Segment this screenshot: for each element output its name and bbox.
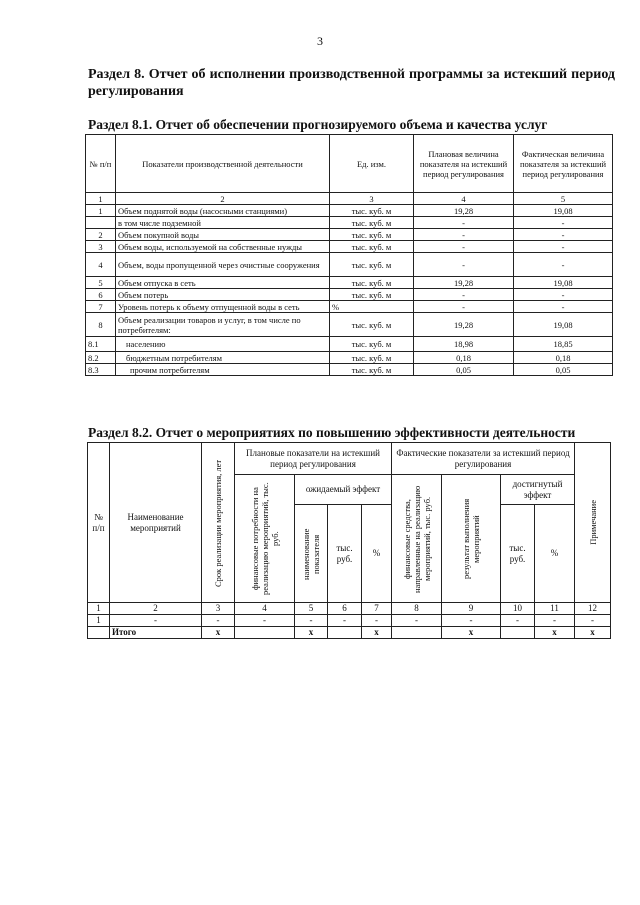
col-number: 8	[392, 603, 442, 615]
cell: -	[295, 615, 328, 627]
table-row	[86, 205, 613, 217]
header-indicator-name: наименование показателя	[301, 527, 321, 580]
row-num: 8.1	[86, 337, 116, 352]
row-unit: тыс. куб. м	[330, 364, 414, 376]
row-name: бюджетным потребителям	[116, 352, 330, 364]
header-expected-effect: ожидаемый эффект	[295, 475, 392, 505]
cell: -	[328, 615, 362, 627]
table-row	[88, 615, 611, 627]
header-note: Примечание	[587, 500, 598, 545]
table-row	[86, 301, 613, 313]
col-number: 3	[202, 603, 235, 615]
col-number: 2	[116, 193, 330, 205]
row-unit: тыс. куб. м	[330, 337, 414, 352]
cell: -	[442, 615, 501, 627]
row-plan: -	[414, 241, 514, 253]
cell: -	[235, 615, 295, 627]
col-number: 4	[414, 193, 514, 205]
row-fact: 19,08	[514, 205, 613, 217]
header-achieved-effect: достигнутый эффект	[501, 475, 575, 505]
row-num: 1	[86, 205, 116, 217]
cell: x	[362, 627, 392, 639]
page-number: 3	[317, 34, 323, 48]
row-name: Объем, воды пропущенной через очистные сооружения	[116, 253, 330, 277]
row-name: Объем воды, используемой на собственные нужды	[116, 241, 330, 253]
section-8-title: Раздел 8. Отчет об исполнении производственной программы за истекший период регулирования	[88, 67, 615, 99]
cell: x	[442, 627, 501, 639]
row-name: Объем потерь	[116, 289, 330, 301]
row-unit: тыс. куб. м	[330, 313, 414, 337]
header-achieved-percent: %	[535, 505, 575, 603]
row-fact: -	[514, 229, 613, 241]
cell: x	[202, 627, 235, 639]
row-name: Объем отпуска в сеть	[116, 277, 330, 289]
row-fact: 19,08	[514, 277, 613, 289]
row-plan: -	[414, 253, 514, 277]
row-num: 4	[86, 253, 116, 277]
col-number: 10	[501, 603, 535, 615]
row-num: 8	[86, 313, 116, 337]
table-row	[86, 229, 613, 241]
row-num: 8.2	[86, 352, 116, 364]
table-row	[86, 289, 613, 301]
cell	[88, 627, 110, 639]
section-8-1-title: Раздел 8.1. Отчет об обеспечении прогнозируемого объема и качества услуг	[88, 117, 548, 132]
row-unit: тыс. куб. м	[330, 253, 414, 277]
row-num	[86, 217, 116, 229]
row-name: Объем поднятой воды (насосными станциями)	[116, 205, 330, 217]
col-number: 4	[235, 603, 295, 615]
header-tys-rub: тыс. руб.	[328, 505, 362, 603]
row-unit: тыс. куб. м	[330, 217, 414, 229]
col-number: 1	[88, 603, 110, 615]
cell: x	[535, 627, 575, 639]
row-plan: 19,28	[414, 205, 514, 217]
row-unit: тыс. куб. м	[330, 277, 414, 289]
col-number: 3	[330, 193, 414, 205]
header-fin-spent: финансовые средства, направленные на реализацию мероприятий, тыс. руб.	[401, 484, 432, 593]
header-result: результат выполнения мероприятий	[461, 498, 481, 579]
header-indicator-name-cell	[295, 505, 328, 603]
cell: 1	[88, 615, 110, 627]
header-achieved-tys-rub: тыс. руб.	[501, 505, 535, 603]
row-fact: 0,05	[514, 364, 613, 376]
cell	[235, 627, 295, 639]
cell: x	[575, 627, 611, 639]
table-row	[86, 352, 613, 364]
col-number: 7	[362, 603, 392, 615]
column-numbers-row	[86, 193, 613, 205]
row-name: Уровень потерь к объему отпущенной воды в сеть	[116, 301, 330, 313]
row-fact: -	[514, 289, 613, 301]
header-result-cell	[442, 475, 501, 603]
cell	[328, 627, 362, 639]
row-plan: 0,18	[414, 352, 514, 364]
table-row	[86, 364, 613, 376]
cell: -	[110, 615, 202, 627]
table-row	[86, 241, 613, 253]
row-name: Объем покупной воды	[116, 229, 330, 241]
cell: -	[362, 615, 392, 627]
header-term-cell	[202, 443, 235, 603]
header-num: № п/п	[88, 443, 110, 603]
row-unit: тыс. куб. м	[330, 205, 414, 217]
row-plan: 19,28	[414, 313, 514, 337]
row-fact: -	[514, 241, 613, 253]
row-unit: тыс. куб. м	[330, 289, 414, 301]
row-fact: -	[514, 301, 613, 313]
cell: -	[501, 615, 535, 627]
row-name: Объем реализации товаров и услуг, в том числе по потребителям:	[116, 313, 330, 337]
cell: -	[202, 615, 235, 627]
cell: -	[535, 615, 575, 627]
col-number: 9	[442, 603, 501, 615]
cell: x	[295, 627, 328, 639]
header-fin-need: финансовые потребности на реализацию мероприятий, тыс. руб.	[249, 482, 280, 595]
header-fin-spent-cell	[392, 475, 442, 603]
col-number: 12	[575, 603, 611, 615]
row-fact: -	[514, 217, 613, 229]
col-number: 5	[514, 193, 613, 205]
row-unit: тыс. куб. м	[330, 229, 414, 241]
row-plan: -	[414, 301, 514, 313]
row-name: в том числе подземной	[116, 217, 330, 229]
row-plan: -	[414, 229, 514, 241]
row-num: 6	[86, 289, 116, 301]
row-plan: -	[414, 217, 514, 229]
cell: -	[575, 615, 611, 627]
row-num: 7	[86, 301, 116, 313]
row-fact: 0,18	[514, 352, 613, 364]
table-section-8-1	[85, 134, 613, 376]
row-plan: 0,05	[414, 364, 514, 376]
cell	[392, 627, 442, 639]
row-name: прочим потребителям	[116, 364, 330, 376]
row-unit: %	[330, 301, 414, 313]
row-plan: -	[414, 289, 514, 301]
row-num: 3	[86, 241, 116, 253]
cell: -	[392, 615, 442, 627]
row-name: населению	[116, 337, 330, 352]
row-num: 2	[86, 229, 116, 241]
header-planned: Плановая величина показателя на истекший период регулирования	[414, 135, 514, 193]
row-fact: 19,08	[514, 313, 613, 337]
table-row	[86, 337, 613, 352]
col-number: 6	[328, 603, 362, 615]
header-percent: %	[362, 505, 392, 603]
row-fact: 18,85	[514, 337, 613, 352]
row-plan: 18,98	[414, 337, 514, 352]
column-numbers-row	[88, 603, 611, 615]
total-row	[88, 627, 611, 639]
header-term: Срок реализации мероприятия, лет	[213, 458, 223, 587]
cell	[501, 627, 535, 639]
table-section-8-2	[87, 442, 611, 639]
table-row	[86, 277, 613, 289]
header-fin-need-cell	[235, 475, 295, 603]
row-unit: тыс. куб. м	[330, 241, 414, 253]
section-8-2-title: Раздел 8.2. Отчет о мероприятиях по повышению эффективности деятельности	[88, 425, 576, 440]
header-actual: Фактическая величина показателя за истекший период регулирования	[514, 135, 613, 193]
col-number: 2	[110, 603, 202, 615]
table-row	[86, 217, 613, 229]
col-number: 1	[86, 193, 116, 205]
table-row	[86, 313, 613, 337]
col-number: 11	[535, 603, 575, 615]
header-note-cell	[575, 443, 611, 603]
row-unit: тыс. куб. м	[330, 352, 414, 364]
col-number: 5	[295, 603, 328, 615]
header-name: Наименование мероприятий	[110, 443, 202, 603]
row-num: 8.3	[86, 364, 116, 376]
header-indicators: Показатели производственной деятельности	[116, 135, 330, 193]
row-num: 5	[86, 277, 116, 289]
header-planned-group: Плановые показатели на истекший период регулирования	[235, 443, 392, 475]
total-label: Итого	[110, 627, 202, 639]
row-plan: 19,28	[414, 277, 514, 289]
header-actual-group: Фактические показатели за истекший период регулирования	[392, 443, 575, 475]
table-row	[86, 253, 613, 277]
header-unit: Ед. изм.	[330, 135, 414, 193]
row-fact: -	[514, 253, 613, 277]
header-num: № п/п	[86, 135, 116, 193]
